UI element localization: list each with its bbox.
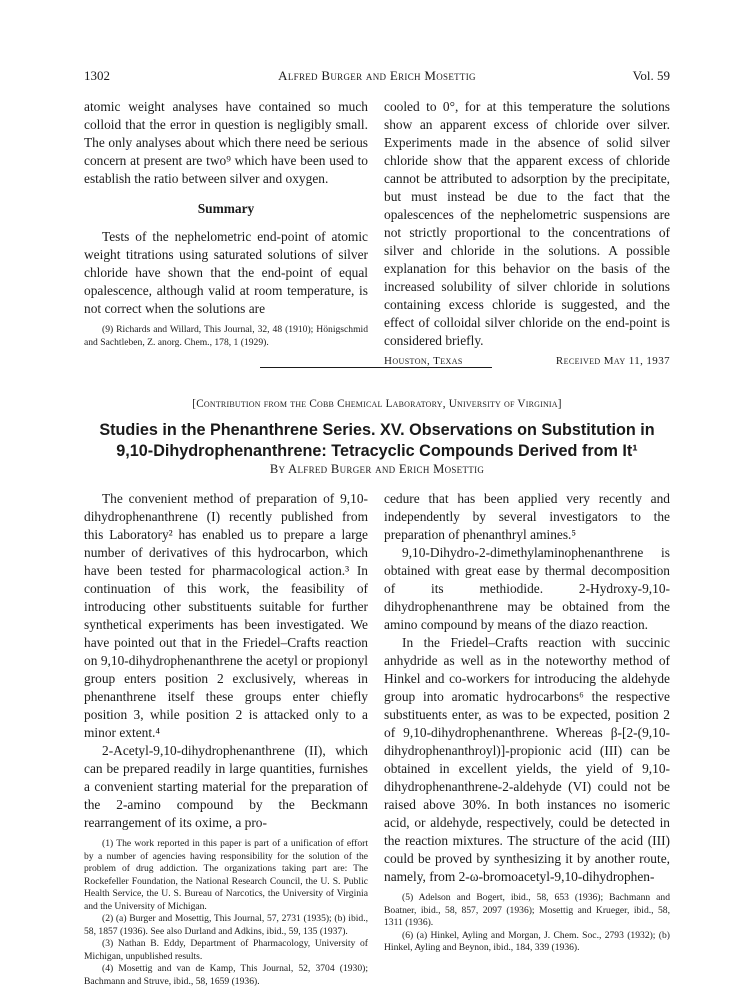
received-date: Received May 11, 1937 xyxy=(555,355,670,367)
section-divider xyxy=(260,367,492,368)
bottom-right-column xyxy=(384,490,670,955)
footnote-3: (3) Nathan B. Eddy, Department of Pharmacology, University of Michigan, unpublished results. xyxy=(84,938,368,962)
paragraph: Tests of the nephelometric end-point of atomic weight titrations using saturated solutions of silver chloride have shown that the end-point of equal opalescence, although valid at room temperature, is not correct when the solutions are xyxy=(84,229,368,316)
footnote-9: (9) Richards and Willard, This Journal, 32, 48 (1910); Hönigschmid and Sachtleben, Z. anorg. Chem., 178, 1 (1929). xyxy=(84,324,368,348)
summary-heading: Summary xyxy=(197,201,255,216)
paragraph: In the Friedel–Crafts reaction with succinic anhydride as well as in the noteworthy method of Hinkel and co-workers for introducing the aldehyde group into aromatic hydrocarbons⁶ the respective substituents enter, as was to be expected, position 2 of 9,10-dihydrophenanthrene. Whereas β-[2-(9,10-dihydrophenanthroyl)]-propionic acid (III) can be obtained in excellent yields, the yield of 9,10-dihydrophenanthrene-2-aldehyde (VI) could not be raised above 30%. In both instances no isomeric acid, or aldehyde, respectively, could be detected in the reaction mixtures. The structure of the acid (III) could be proved by synthesizing it by another route, namely, from 2-ω-bromoacetyl-9,10-dihydrophen- xyxy=(384,635,670,884)
page-number: 1302 xyxy=(84,68,110,83)
top-right-column xyxy=(384,98,670,368)
footnotes xyxy=(384,892,670,955)
footnote-6: (6) (a) Hinkel, Ayling and Morgan, J. Chem. Soc., 2793 (1932); (b) Hinkel, Ayling and Beynon, ibid., 184, 339 (1936). xyxy=(384,929,670,953)
footnote-4: (4) Mosettig and van de Kamp, This Journal, 52, 3704 (1930); Bachmann and Struve, ibid., 58, 1659 (1936). xyxy=(84,963,368,987)
article-title-line-1: Studies in the Phenanthrene Series. XV. Observations on Substitution in xyxy=(99,421,655,439)
paragraph: 9,10-Dihydro-2-dimethylaminophenanthrene is obtained with great ease by thermal decomposition of its methiodide. 2-Hydroxy-9,10-dihydrophenanthrene may be obtained from the amino compound by means of the diazo reaction. xyxy=(384,545,670,632)
top-left-column xyxy=(84,98,368,349)
running-title: Alfred Burger and Erich Mosettig xyxy=(278,68,476,83)
paragraph: cooled to 0°, for at this temperature the solutions show an apparent excess of chloride over silver. Experiments made in the absence of solid silver chloride show that the apparent excess of chloride cannot be attributed to adsorption by the precipitate, but must instead be due to the fact that the opalescences of the nephelometric suspensions are not strictly proportional to the concentrations of silver and chloride in the solutions. A possible explanation for this behavior on the basis of the increased solubility of silver chloride in solutions containing excess chloride is suggested, and the effect of colloidal silver chloride on the end-point is considered briefly. xyxy=(384,99,670,348)
footnote-2: (2) (a) Burger and Mosettig, This Journal, 57, 2731 (1935); (b) ibid., 58, 1857 (1936). See also Durland and Adkins, ibid., 59, 135 (1937). xyxy=(84,913,368,937)
footnote-1: (1) The work reported in this paper is part of a unification of effort by a number of agencies having responsibility for the solution of the problem of drug addiction. The organizations taking part are: The Rockefeller Foundation, the National Research Council, the U. S. Public Health Service, the U. S. Bureau of Narcotics, the University of Virginia and the University of Michigan. xyxy=(84,838,368,912)
signature-line xyxy=(384,352,670,368)
location: Houston, Texas xyxy=(384,355,463,367)
article-title xyxy=(90,420,664,462)
paragraph: cedure that has been applied very recently and independently by several investigators to the preparation of phenanthryl amines.⁵ xyxy=(384,491,670,542)
footnotes xyxy=(84,838,368,988)
volume-label: Vol. 59 xyxy=(632,68,670,83)
bottom-left-column xyxy=(84,490,368,988)
footnote-5: (5) Adelson and Bogert, ibid., 58, 653 (1936); Bachmann and Boatner, ibid., 58, 857, 2097 (1936); Mosettig and Krueger, ibid., 58, 1311 (1936). xyxy=(384,892,670,928)
article-title-line-2: 9,10-Dihydrophenanthrene: Tetracyclic Compounds Derived from It¹ xyxy=(116,442,638,460)
paragraph: The convenient method of preparation of 9,10-dihydrophenanthrene (I) recently published from this Laboratory² has enabled us to prepare a large number of derivatives of this hydrocarbon, which have been tested for pharmacological action.³ In continuation of this work, the feasibility of introducing other substituents suitable for further synthetical experiments has been investigated. We have pointed out that in the Friedel–Crafts reaction on 9,10-dihydrophenanthrene the acetyl or propionyl group enters position 2 exclusively, whereas in phenanthrene itself these groups enter chiefly position 3, while position 2 is attacked only to a minor extent.⁴ xyxy=(84,491,368,740)
contribution-line: [Contribution from the Cobb Chemical Laboratory, University of Virginia] xyxy=(192,398,562,410)
paragraph: 2-Acetyl-9,10-dihydrophenanthrene (II), which can be prepared readily in large quantities, furnishes a convenient starting material for the preparation of the 2-amino compound by the Beckmann rearrangement of its oxime, a pro- xyxy=(84,743,368,830)
paragraph: atomic weight analyses have contained so much colloid that the error in question is negligibly small. The only analyses about which there need be serious concern at present are two⁹ which have been used to establish the ratio between silver and oxygen. xyxy=(84,99,368,186)
page-header xyxy=(84,68,670,86)
footnotes xyxy=(84,324,368,349)
byline: By Alfred Burger and Erich Mosettig xyxy=(269,462,485,476)
